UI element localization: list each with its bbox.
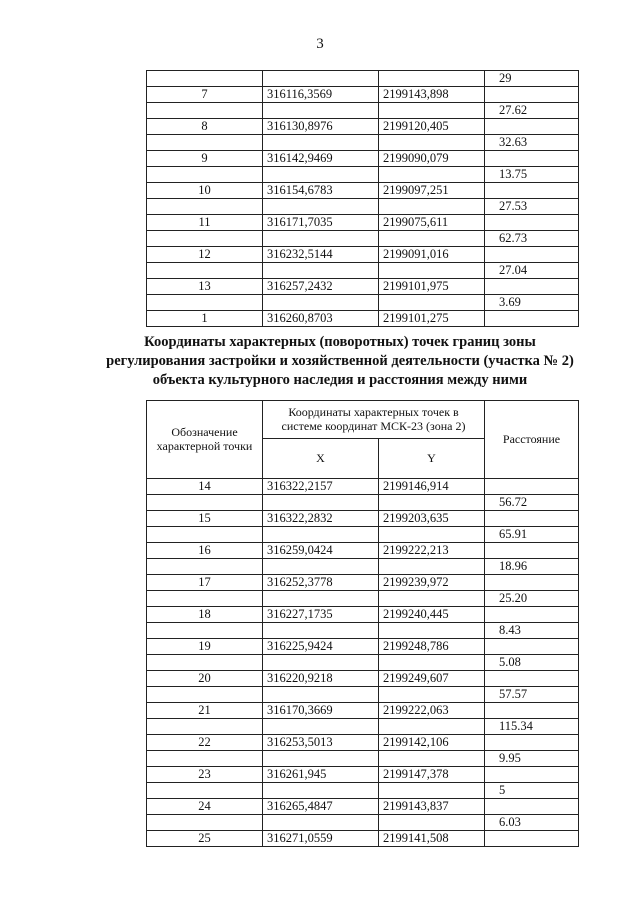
empty-cell [263, 527, 379, 543]
x-coordinate: 316116,3569 [263, 87, 379, 103]
empty-cell [263, 719, 379, 735]
x-coordinate: 316232,5144 [263, 247, 379, 263]
coordinates-table-1 [146, 70, 579, 327]
table-row [147, 119, 579, 135]
distance-row [147, 495, 579, 511]
distance-value: 29 [485, 71, 579, 87]
empty-cell [263, 559, 379, 575]
empty-cell [379, 815, 485, 831]
empty-cell [485, 183, 579, 199]
distance-value: 25.20 [485, 591, 579, 607]
table-row [147, 543, 579, 559]
table-row [147, 607, 579, 623]
distance-value: 3.69 [485, 295, 579, 311]
empty-cell [147, 495, 263, 511]
x-coordinate: 316227,1735 [263, 607, 379, 623]
empty-cell [263, 655, 379, 671]
point-id: 18 [147, 607, 263, 623]
distance-row [147, 231, 579, 247]
empty-cell [485, 479, 579, 495]
empty-cell [485, 87, 579, 103]
empty-cell [485, 511, 579, 527]
x-coordinate: 316171,7035 [263, 215, 379, 231]
distance-row [147, 751, 579, 767]
empty-cell [147, 751, 263, 767]
distance-row [147, 783, 579, 799]
distance-row [147, 591, 579, 607]
empty-cell [147, 687, 263, 703]
x-coordinate: 316260,8703 [263, 311, 379, 327]
header-point: Обозначение характерной точки [147, 401, 263, 479]
header-coordinates: Координаты характерных точек в системе координат МСК-23 (зона 2) [263, 401, 485, 439]
empty-cell [485, 279, 579, 295]
y-coordinate: 2199203,635 [379, 511, 485, 527]
empty-cell [263, 623, 379, 639]
x-coordinate: 316252,3778 [263, 575, 379, 591]
empty-cell [379, 783, 485, 799]
point-id: 1 [147, 311, 263, 327]
table-row [147, 511, 579, 527]
empty-cell [147, 655, 263, 671]
empty-cell [485, 215, 579, 231]
distance-row [147, 135, 579, 151]
table-row [147, 151, 579, 167]
empty-cell [485, 735, 579, 751]
empty-cell [379, 655, 485, 671]
empty-cell [379, 71, 485, 87]
empty-cell [485, 671, 579, 687]
distance-value: 6.03 [485, 815, 579, 831]
empty-cell [379, 167, 485, 183]
y-coordinate: 2199090,079 [379, 151, 485, 167]
distance-value: 115.34 [485, 719, 579, 735]
page-number: 3 [316, 36, 324, 52]
empty-cell [147, 295, 263, 311]
section-heading [60, 333, 620, 390]
empty-cell [379, 263, 485, 279]
empty-cell [379, 591, 485, 607]
y-coordinate: 2199222,213 [379, 543, 485, 559]
x-coordinate: 316142,9469 [263, 151, 379, 167]
point-id: 23 [147, 767, 263, 783]
distance-row [147, 687, 579, 703]
empty-cell [485, 543, 579, 559]
y-coordinate: 2199143,837 [379, 799, 485, 815]
distance-value: 57.57 [485, 687, 579, 703]
empty-cell [379, 687, 485, 703]
empty-cell [147, 591, 263, 607]
heading-line-3: объекта культурного наследия и расстояния между ними [152, 372, 528, 388]
distance-row [147, 71, 579, 87]
empty-cell [379, 135, 485, 151]
empty-cell [147, 559, 263, 575]
table-row [147, 799, 579, 815]
empty-cell [147, 527, 263, 543]
empty-cell [263, 135, 379, 151]
empty-cell [485, 607, 579, 623]
heading-line-1: Координаты характерных (поворотных) точек границ зоны [144, 334, 536, 350]
point-id: 21 [147, 703, 263, 719]
distance-row [147, 199, 579, 215]
empty-cell [263, 495, 379, 511]
x-coordinate: 316271,0559 [263, 831, 379, 847]
empty-cell [263, 103, 379, 119]
distance-row [147, 559, 579, 575]
y-coordinate: 2199143,898 [379, 87, 485, 103]
distance-row [147, 815, 579, 831]
empty-cell [485, 119, 579, 135]
y-coordinate: 2199240,445 [379, 607, 485, 623]
y-coordinate: 2199075,611 [379, 215, 485, 231]
distance-value: 62.73 [485, 231, 579, 247]
distance-row [147, 623, 579, 639]
point-id: 24 [147, 799, 263, 815]
y-coordinate: 2199222,063 [379, 703, 485, 719]
empty-cell [147, 71, 263, 87]
empty-cell [147, 719, 263, 735]
header-distance: Расстояние [485, 401, 579, 479]
empty-cell [379, 295, 485, 311]
table-row [147, 735, 579, 751]
distance-value: 8.43 [485, 623, 579, 639]
empty-cell [485, 639, 579, 655]
table-row [147, 215, 579, 231]
y-coordinate: 2199101,275 [379, 311, 485, 327]
point-id: 13 [147, 279, 263, 295]
y-coordinate: 2199248,786 [379, 639, 485, 655]
empty-cell [379, 231, 485, 247]
table-row [147, 279, 579, 295]
empty-cell [147, 623, 263, 639]
x-coordinate: 316170,3669 [263, 703, 379, 719]
distance-value: 27.53 [485, 199, 579, 215]
x-coordinate: 316322,2832 [263, 511, 379, 527]
empty-cell [263, 783, 379, 799]
empty-cell [485, 151, 579, 167]
distance-value: 18.96 [485, 559, 579, 575]
heading-line-2: регулирования застройки и хозяйственной деятельности (участка № 2) [106, 353, 574, 369]
point-id: 7 [147, 87, 263, 103]
y-coordinate: 2199142,106 [379, 735, 485, 751]
empty-cell [263, 167, 379, 183]
empty-cell [263, 751, 379, 767]
x-coordinate: 316261,945 [263, 767, 379, 783]
table-row [147, 831, 579, 847]
empty-cell [485, 575, 579, 591]
empty-cell [379, 559, 485, 575]
table-row [147, 247, 579, 263]
point-id: 11 [147, 215, 263, 231]
empty-cell [263, 199, 379, 215]
empty-cell [263, 71, 379, 87]
empty-cell [485, 767, 579, 783]
x-coordinate: 316154,6783 [263, 183, 379, 199]
empty-cell [379, 527, 485, 543]
distance-row [147, 263, 579, 279]
point-id: 9 [147, 151, 263, 167]
y-coordinate: 2199097,251 [379, 183, 485, 199]
distance-value: 5.08 [485, 655, 579, 671]
distance-value: 65.91 [485, 527, 579, 543]
x-coordinate: 316257,2432 [263, 279, 379, 295]
table-row [147, 575, 579, 591]
y-coordinate: 2199147,378 [379, 767, 485, 783]
distance-row [147, 103, 579, 119]
x-coordinate: 316259,0424 [263, 543, 379, 559]
point-id: 19 [147, 639, 263, 655]
table-row [147, 767, 579, 783]
empty-cell [147, 263, 263, 279]
x-coordinate: 316265,4847 [263, 799, 379, 815]
empty-cell [485, 831, 579, 847]
table-row [147, 183, 579, 199]
x-coordinate: 316253,5013 [263, 735, 379, 751]
empty-cell [485, 703, 579, 719]
empty-cell [379, 751, 485, 767]
y-coordinate: 2199141,508 [379, 831, 485, 847]
empty-cell [379, 103, 485, 119]
empty-cell [263, 687, 379, 703]
distance-row [147, 719, 579, 735]
distance-row [147, 527, 579, 543]
point-id: 17 [147, 575, 263, 591]
empty-cell [147, 103, 263, 119]
empty-cell [379, 623, 485, 639]
empty-cell [379, 495, 485, 511]
distance-value: 27.62 [485, 103, 579, 119]
y-coordinate: 2199249,607 [379, 671, 485, 687]
distance-row [147, 655, 579, 671]
empty-cell [485, 311, 579, 327]
distance-value: 32.63 [485, 135, 579, 151]
distance-value: 9.95 [485, 751, 579, 767]
empty-cell [263, 231, 379, 247]
point-id: 16 [147, 543, 263, 559]
point-id: 20 [147, 671, 263, 687]
empty-cell [263, 263, 379, 279]
empty-cell [263, 815, 379, 831]
point-id: 15 [147, 511, 263, 527]
x-coordinate: 316322,2157 [263, 479, 379, 495]
table-row [147, 703, 579, 719]
header-y: Y [379, 439, 485, 479]
empty-cell [147, 199, 263, 215]
empty-cell [485, 799, 579, 815]
empty-cell [485, 247, 579, 263]
point-id: 14 [147, 479, 263, 495]
y-coordinate: 2199091,016 [379, 247, 485, 263]
header-x: X [263, 439, 379, 479]
distance-value: 5 [485, 783, 579, 799]
table-row [147, 639, 579, 655]
empty-cell [379, 719, 485, 735]
distance-row [147, 295, 579, 311]
point-id: 10 [147, 183, 263, 199]
table-row [147, 311, 579, 327]
point-id: 25 [147, 831, 263, 847]
table-row [147, 671, 579, 687]
x-coordinate: 316130,8976 [263, 119, 379, 135]
y-coordinate: 2199101,975 [379, 279, 485, 295]
x-coordinate: 316220,9218 [263, 671, 379, 687]
empty-cell [147, 135, 263, 151]
x-coordinate: 316225,9424 [263, 639, 379, 655]
table-row [147, 87, 579, 103]
empty-cell [263, 591, 379, 607]
point-id: 12 [147, 247, 263, 263]
distance-value: 27.04 [485, 263, 579, 279]
distance-row [147, 167, 579, 183]
y-coordinate: 2199239,972 [379, 575, 485, 591]
y-coordinate: 2199120,405 [379, 119, 485, 135]
distance-value: 56.72 [485, 495, 579, 511]
empty-cell [379, 199, 485, 215]
distance-value: 13.75 [485, 167, 579, 183]
empty-cell [147, 167, 263, 183]
coordinates-table-2 [146, 400, 579, 847]
point-id: 8 [147, 119, 263, 135]
table-row [147, 479, 579, 495]
empty-cell [147, 783, 263, 799]
y-coordinate: 2199146,914 [379, 479, 485, 495]
empty-cell [147, 231, 263, 247]
empty-cell [263, 295, 379, 311]
point-id: 22 [147, 735, 263, 751]
empty-cell [147, 815, 263, 831]
